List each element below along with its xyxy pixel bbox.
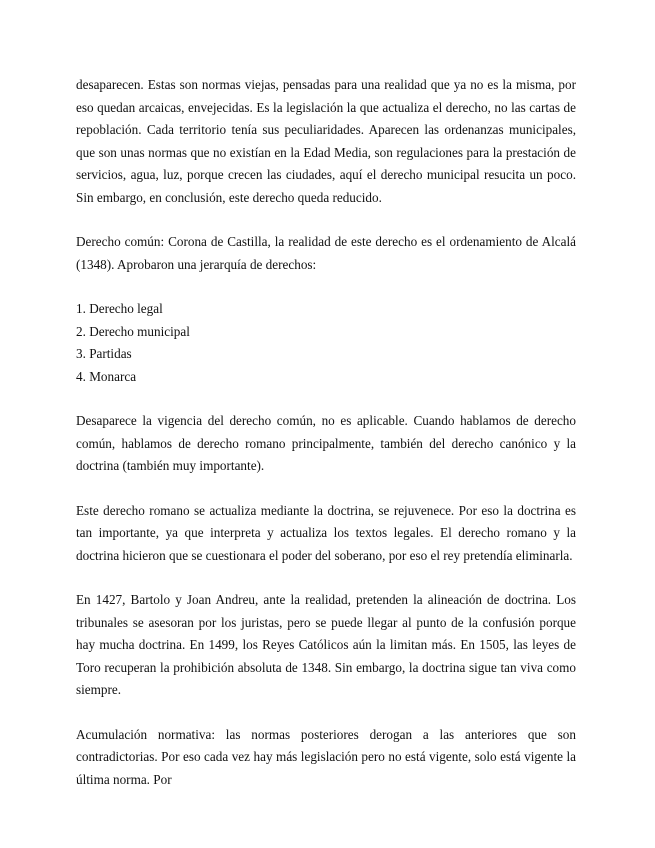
document-body (76, 74, 576, 791)
list-item: 2. Derecho municipal (76, 323, 190, 339)
paragraph-doctrina: Este derecho romano se actualiza mediante la doctrina, se rejuvenece. Por eso la doctrina es tan importante, ya que interpreta y actualiza los textos legales. El derecho romano y la doctrina hicieron que se cuestionara el poder del soberano, por eso el rey pretendía eliminarla. (76, 502, 576, 563)
list-item: 3. Partidas (76, 346, 132, 361)
hierarchy-list (76, 298, 576, 388)
paragraph-ordenanzas: desaparecen. Estas son normas viejas, pensadas para una realidad que ya no es la misma, por eso quedan arcaicas, envejecidas. Es la legislación la que actualiza el derecho, no las cartas de repoblación. Cada territorio tenía sus peculiaridades. Aparecen las ordenanzas municipales, que son unas normas que no existían en la Edad Media, son regulaciones para la prestación de servicios, agua, luz, porque crecen las ciudades, aquí el derecho municipal resucita un poco. Sin embargo, en conclusión, este derecho queda reducido. (76, 77, 576, 205)
paragraph-derecho-comun: Derecho común: Corona de Castilla, la realidad de este derecho es el ordenamiento de Alcalá (1348). Aprobaron una jerarquía de derechos: (76, 234, 576, 272)
list-item: 1. Derecho legal (76, 301, 163, 316)
list-item: 4. Monarca (76, 368, 137, 384)
paragraph-1427: En 1427, Bartolo y Joan Andreu, ante la realidad, pretenden la alineación de doctrina. Los tribunales se asesoran por los juristas, pero se puede llegar al punto de la confusión porque hay mucha doctrina. En 1499, los Reyes Católicos aún la limitan más. En 1505, las leyes de Toro recuperan la prohibición absoluta de 1348. Sin embargo, la doctrina sigue tan viva como siempre. (76, 592, 576, 697)
paragraph-acumulacion: Acumulación normativa: las normas posteriores derogan a las anteriores que son contradictorias. Por eso cada vez hay más legislación pero no está vigente, solo está vigente la última norma. Por (76, 726, 576, 787)
paragraph-vigencia: Desaparece la vigencia del derecho común, no es aplicable. Cuando hablamos de derecho común, hablamos de derecho romano principalmente, también del derecho canónico y la doctrina (también muy importante). (76, 413, 576, 473)
